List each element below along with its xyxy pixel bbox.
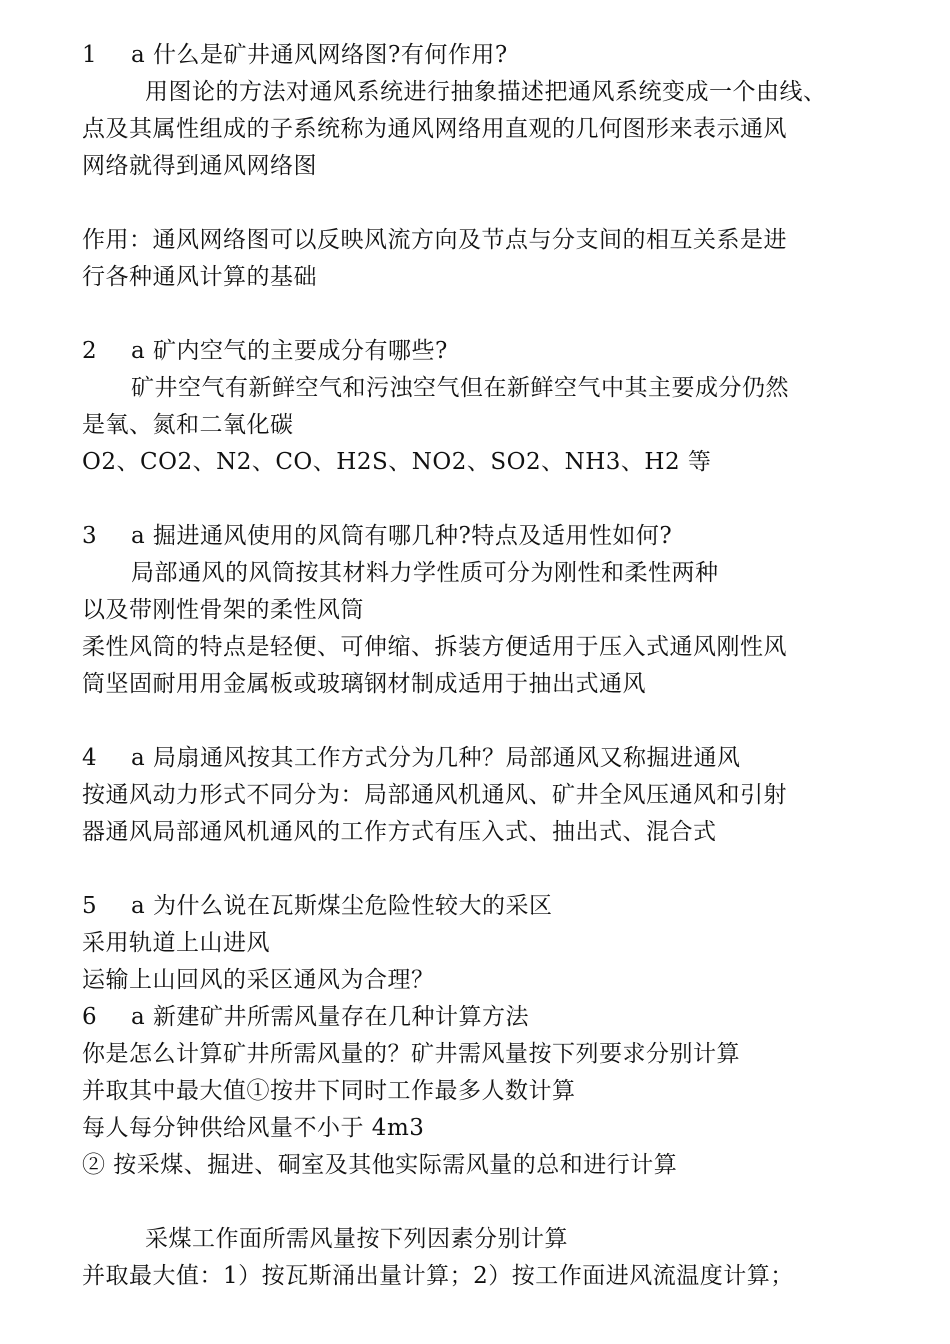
paragraph-line: 按通风动力形式不同分为：局部通风机通风、矿井全风压通风和引射	[82, 782, 787, 808]
question-number: 3	[82, 523, 98, 549]
paragraph-line: 并取其中最大值①按井下同时工作最多人数计算	[82, 1078, 576, 1104]
question-text: a 什么是矿井通风网络图?有何作用?	[131, 42, 508, 68]
question-number: 6	[82, 1004, 98, 1030]
paragraph-line: 矿井空气有新鲜空气和污浊空气但在新鲜空气中其主要成分仍然	[131, 375, 789, 401]
question-text: a 掘进通风使用的风筒有哪几种?特点及适用性如何?	[131, 523, 673, 549]
paragraph-line: 采用轨道上山进风	[82, 930, 270, 956]
paragraph-line: 行各种通风计算的基础	[82, 264, 317, 290]
paragraph-line: 作用：通风网络图可以反映风流方向及节点与分支间的相互关系是进	[82, 227, 787, 253]
question-number: 5	[82, 893, 98, 919]
question-number: 4	[82, 745, 98, 771]
question-1-heading	[82, 40, 508, 70]
question-number: 2	[82, 338, 98, 364]
paragraph-line: 是氧、氮和二氧化碳	[82, 412, 294, 438]
paragraph-line: 每人每分钟供给风量不小于 4m3	[82, 1115, 425, 1141]
paragraph-line: 运输上山回风的采区通风为合理？	[82, 967, 435, 993]
paragraph-line: 并取最大值：1）按瓦斯涌出量计算；2）按工作面进风流温度计算；	[82, 1263, 794, 1289]
question-5-heading	[82, 891, 553, 921]
paragraph-line: 采煤工作面所需风量按下列因素分别计算	[145, 1226, 568, 1252]
paragraph-line: 器通风局部通风机通风的工作方式有压入式、抽出式、混合式	[82, 819, 717, 845]
paragraph-line: 网络就得到通风网络图	[82, 153, 317, 179]
paragraph-line: 用图论的方法对通风系统进行抽象描述把通风系统变成一个由线、	[145, 79, 827, 105]
paragraph-line: 点及其属性组成的子系统称为通风网络用直观的几何图形来表示通风	[82, 116, 787, 142]
question-4-heading	[82, 743, 741, 773]
question-text: a 为什么说在瓦斯煤尘危险性较大的采区	[131, 893, 553, 919]
paragraph-line: ② 按采煤、掘进、硐室及其他实际需风量的总和进行计算	[82, 1152, 678, 1178]
question-text: a 局扇通风按其工作方式分为几种？局部通风又称掘进通风	[131, 745, 741, 771]
paragraph-line: 你是怎么计算矿井所需风量的？矿井需风量按下列要求分别计算	[82, 1041, 740, 1067]
paragraph-line: O2、CO2、N2、CO、H2S、NO2、SO2、NH3、H2 等	[82, 449, 712, 475]
question-text: a 矿内空气的主要成分有哪些?	[131, 338, 448, 364]
paragraph-line: 筒坚固耐用用金属板或玻璃钢材制成适用于抽出式通风	[82, 671, 646, 697]
question-text: a 新建矿井所需风量存在几种计算方法	[131, 1004, 530, 1030]
paragraph-line: 柔性风筒的特点是轻便、可伸缩、拆装方便适用于压入式通风刚性风	[82, 634, 787, 660]
question-2-heading	[82, 336, 448, 366]
question-3-heading	[82, 521, 672, 551]
question-number: 1	[82, 42, 98, 68]
paragraph-line: 以及带刚性骨架的柔性风筒	[82, 597, 364, 623]
paragraph-line: 局部通风的风筒按其材料力学性质可分为刚性和柔性两种	[131, 560, 719, 586]
question-6-heading	[82, 1002, 529, 1032]
